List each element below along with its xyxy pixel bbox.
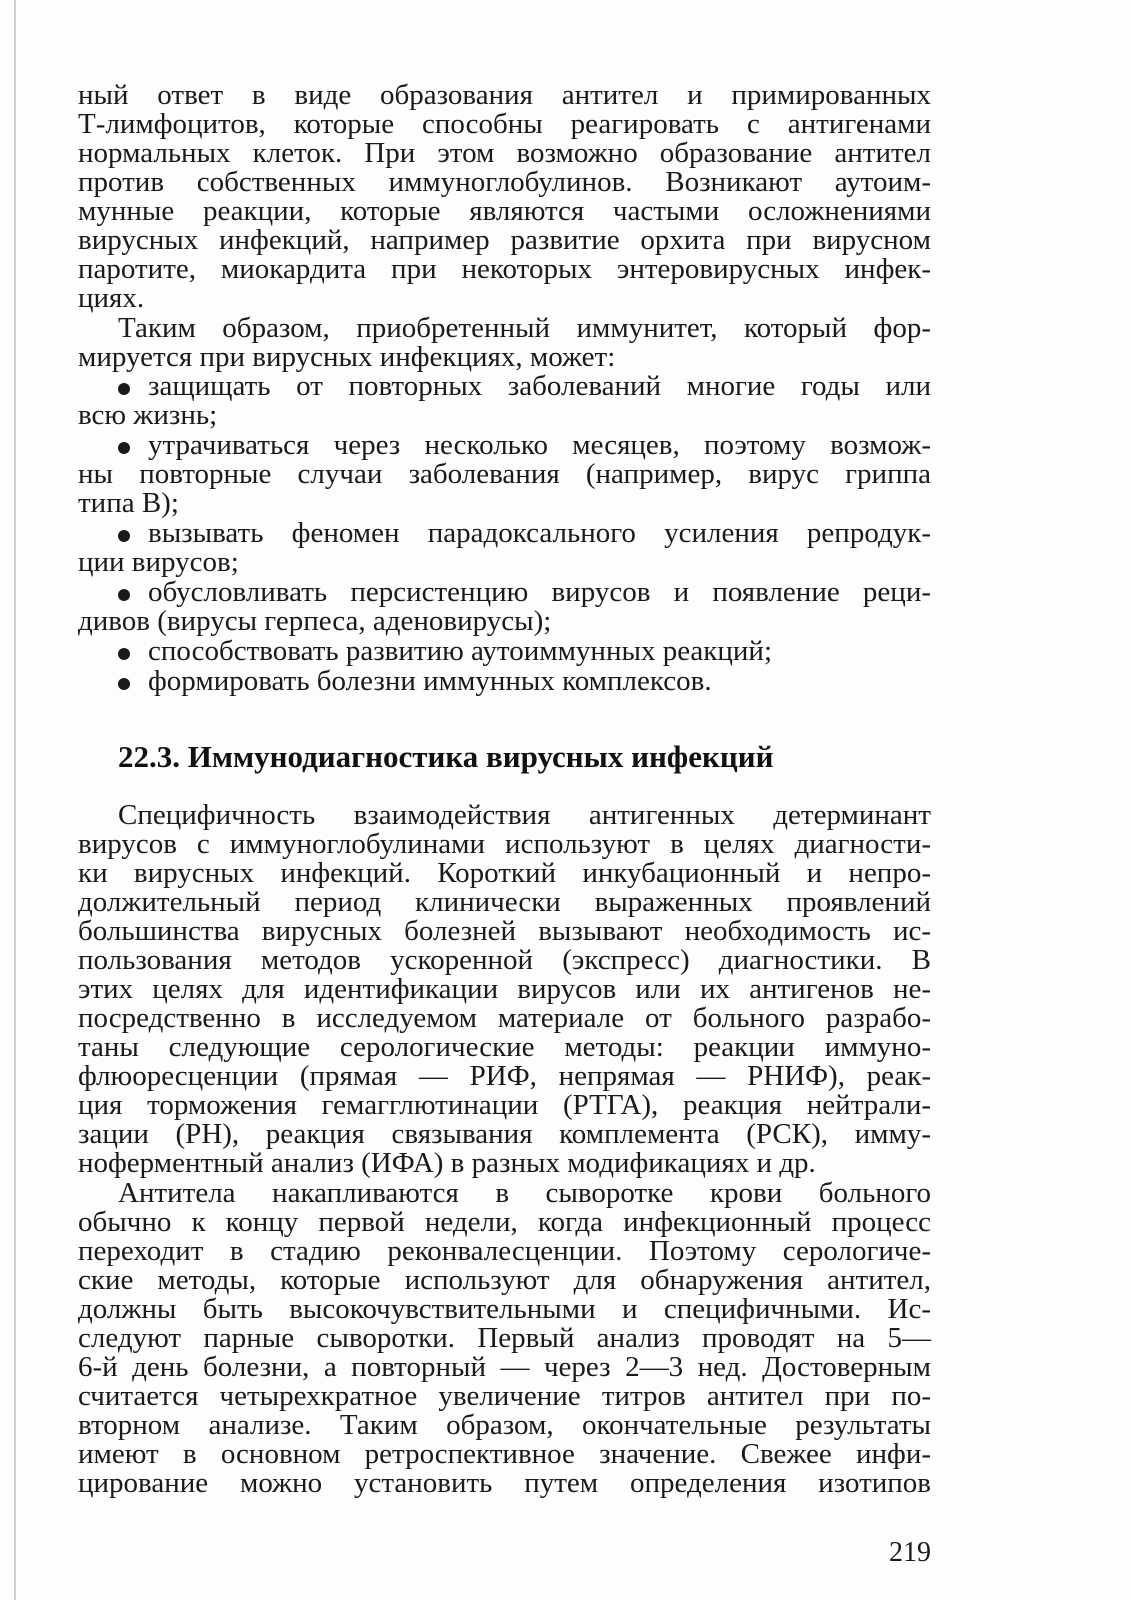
bullet-item-line: типа В); [78, 487, 179, 519]
text-line: цирование можно установить путем определения изотипов [78, 1467, 931, 1499]
bullet-item-line: всю жизнь; [78, 399, 218, 431]
bullet-item-line: способствовать развитию аутоиммунных реакций; [148, 635, 772, 667]
bullet-item-line: обусловливать персистенцию вирусов и появление реци- [148, 576, 931, 608]
text-line: ские методы, которые используют для обнаружения антител, [78, 1264, 931, 1296]
text-line: Т-лимфоцитов, которые способны реагировать с антигенами [78, 108, 931, 140]
text-line: ный ответ в виде образования антител и примированных [78, 79, 931, 111]
bullet-item-line: утрачиваться через несколько месяцев, поэтому возмож- [148, 429, 931, 461]
text-line: зации (РН), реакция связывания комплемента (РСК), имму- [78, 1118, 931, 1150]
text-line: обычно к концу первой недели, когда инфекционный процесс [78, 1206, 931, 1238]
text-line: считается четырехкратное увеличение титров антител при по- [78, 1380, 931, 1412]
text-line: мируется при вирусных инфекциях, может: [78, 341, 616, 373]
text-line: Специфичность взаимодействия антигенных детерминант [118, 799, 931, 831]
text-line: должительный период клинически выраженных проявлений [78, 886, 931, 918]
page-number: 219 [889, 1537, 931, 1568]
bullet-icon [116, 371, 138, 402]
text-line: мунные реакции, которые являются частыми осложнениями [78, 195, 931, 227]
section-heading: 22.3. Иммунодиагностика вирусных инфекций [118, 739, 774, 774]
text-line: переходит в стадию реконвалесценции. Поэтому серологиче- [78, 1235, 931, 1267]
text-line: 6-й день болезни, а повторный — через 2—3 нед. Достоверным [78, 1351, 931, 1383]
bullet-icon [116, 577, 138, 608]
bullet-icon [116, 666, 138, 697]
text-line: большинства вирусных болезней вызывают необходимость ис- [78, 915, 931, 947]
bullet-icon [116, 430, 138, 461]
text-line: следуют парные сыворотки. Первый анализ проводят на 5— [78, 1322, 931, 1354]
text-line: ноферментный анализ (ИФА) в разных модификациях и др. [78, 1147, 816, 1179]
bullet-icon [116, 518, 138, 549]
text-line: пользования методов ускоренной (экспресс) диагностики. В [78, 944, 931, 976]
text-line: против собственных иммуноглобулинов. Возникают аутоим- [78, 166, 931, 198]
bullet-item-line: ции вирусов; [78, 546, 239, 578]
bullet-item-line: формировать болезни иммунных комплексов. [148, 665, 712, 697]
bullet-icon [116, 636, 138, 667]
text-line: Антитела накапливаются в сыворотке крови больного [118, 1177, 931, 1209]
text-line: ция торможения гемагглютинации (РТГА), реакция нейтрали- [78, 1089, 931, 1121]
text-line: ки вирусных инфекций. Короткий инкубационный и непро- [78, 857, 931, 889]
text-line: паротите, миокардита при некоторых энтеровирусных инфек- [78, 253, 931, 285]
bullet-item-line: ны повторные случаи заболевания (например, вирус гриппа [78, 458, 931, 490]
text-line: нормальных клеток. При этом возможно образование антител [78, 137, 931, 169]
text-line: флюоресценции (прямая — РИФ, непрямая — РНИФ), реак- [78, 1060, 931, 1092]
bullet-item-line: защищать от повторных заболеваний многие годы или [148, 370, 931, 402]
text-line: вирусов с иммуноглобулинами используют в целях диагности- [78, 828, 931, 860]
text-line: таны следующие серологические методы: реакции иммуно- [78, 1031, 931, 1063]
text-line: посредственно в исследуемом материале от больного разрабо- [78, 1002, 931, 1034]
text-line: вирусных инфекций, например развитие орхита при вирусном [78, 224, 931, 256]
page-left-edge [14, 0, 16, 1600]
text-line: имеют в основном ретроспективное значение. Свежее инфи- [78, 1438, 931, 1470]
bullet-item-line: дивов (вирусы герпеса, аденовирусы); [78, 605, 552, 637]
text-line: циях. [78, 282, 145, 314]
bullet-item-line: вызывать феномен парадоксального усиления репродук- [148, 517, 931, 549]
text-line: Таким образом, приобретенный иммунитет, который фор- [118, 312, 931, 344]
text-line: этих целях для идентификации вирусов или их антигенов не- [78, 973, 931, 1005]
text-line: вторном анализе. Таким образом, окончательные результаты [78, 1409, 931, 1441]
text-line: должны быть высокочувствительными и специфичными. Ис- [78, 1293, 931, 1325]
